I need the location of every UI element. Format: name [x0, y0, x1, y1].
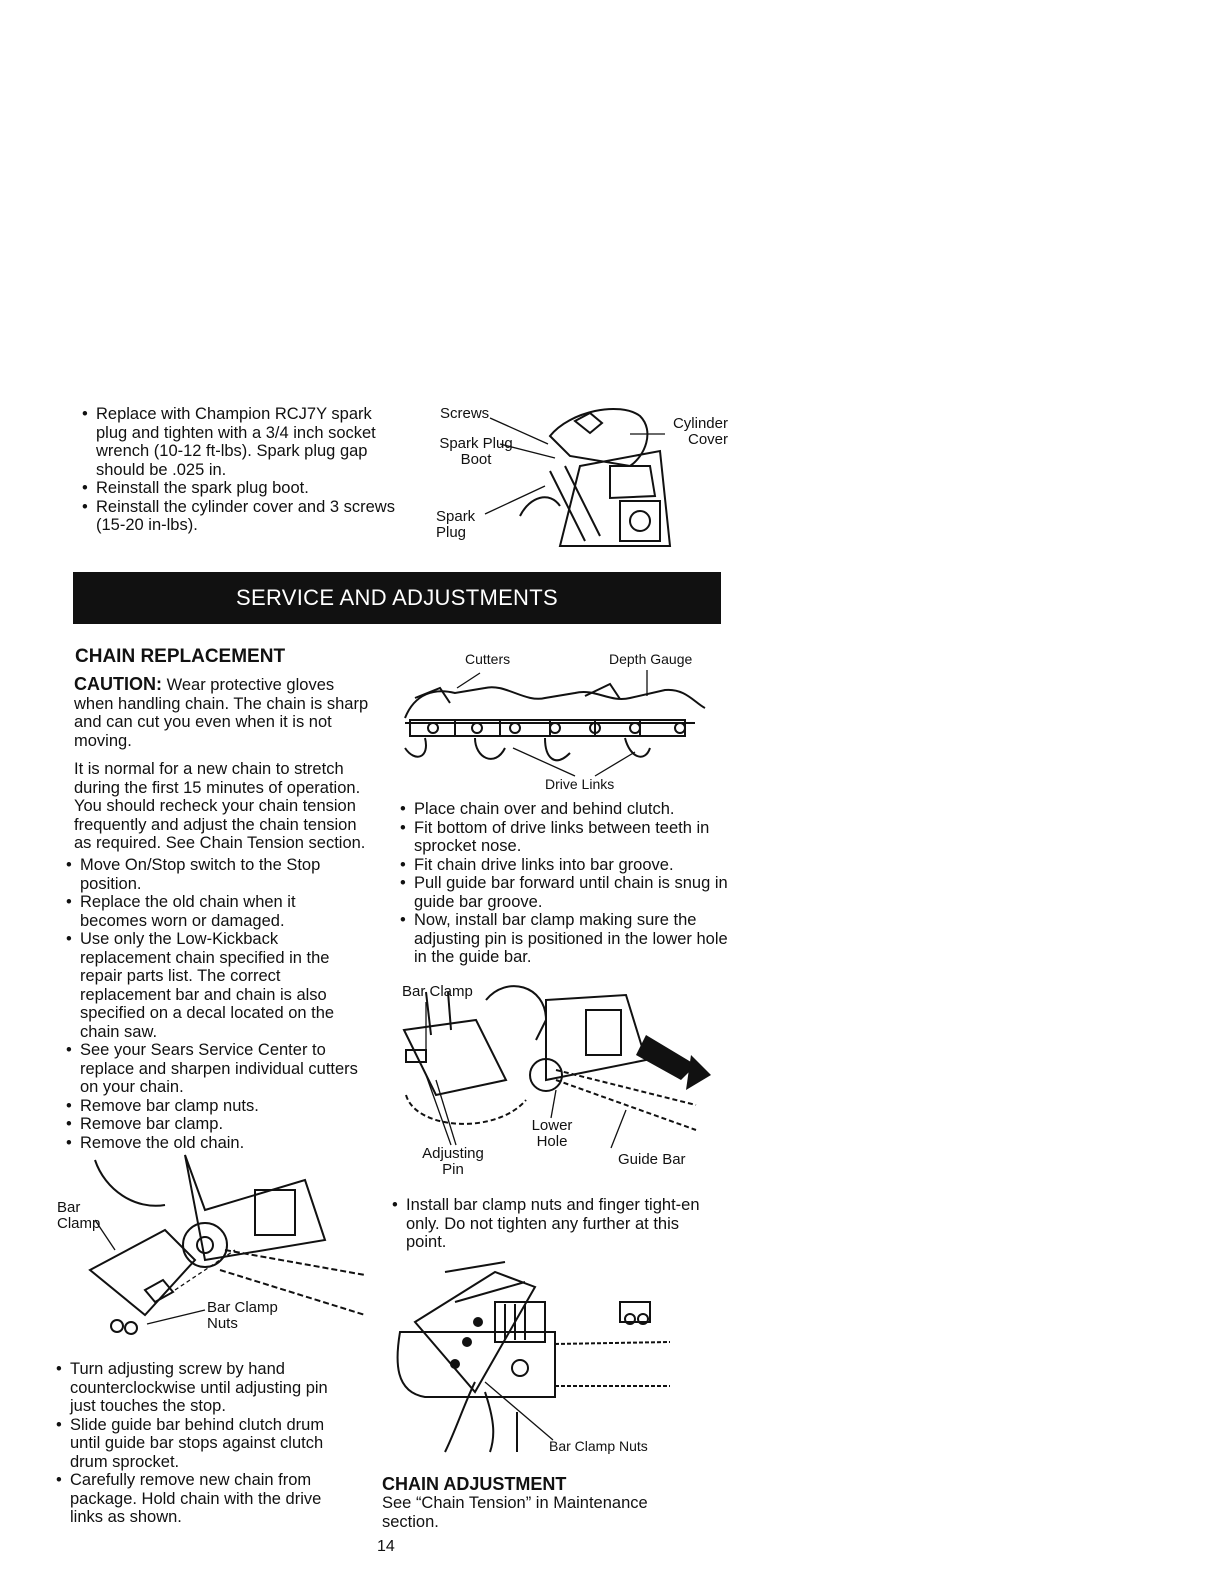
label-bar-clamp: Bar Clamp	[57, 1199, 101, 1232]
finger-tight-item	[392, 1196, 710, 1252]
list-item: • Now, install bar clamp making sure the adjusting pin is positioned in the lower hole in the guide bar.	[400, 911, 730, 967]
saw-bar-clamp-illustration	[55, 1150, 375, 1345]
bar-clamp-figure	[55, 1150, 375, 1345]
list-item: • Turn adjusting screw by hand counterclockwise until adjusting pin just touches the stop.	[56, 1360, 356, 1416]
finger-tight-text: Install bar clamp nuts and finger tight-en only. Do not tighten any further at this point.	[406, 1196, 700, 1251]
list-item: • Move On/Stop switch to the Stop position.	[66, 856, 366, 893]
label-drive-links: Drive Links	[545, 776, 615, 792]
list-item: • Pull guide bar forward until chain is snug in guide bar groove.	[400, 874, 730, 911]
label-spark-plug-boot: Spark Plug Boot	[439, 435, 513, 468]
bar-clamp-nuts-figure	[385, 1262, 685, 1457]
list-item: • Remove bar clamp nuts.	[66, 1097, 366, 1116]
caution-text: Wear protective gloves when handling chain. The chain is sharp and can cut you even when it is not moving.	[74, 676, 369, 750]
chain-links-figure	[395, 648, 715, 796]
chain-adjustment-text: See “Chain Tension” in Maintenance section.	[382, 1494, 648, 1531]
list-item: • Remove the old chain.	[66, 1134, 366, 1153]
list-item: • Remove bar clamp.	[66, 1115, 366, 1134]
engine-illustration	[430, 396, 730, 556]
label-screws: Screws	[440, 405, 490, 422]
intro-paragraph: It is normal for a new chain to stretch during the first 15 minutes of operation. You should recheck your chain tension frequently and adjust the chain tension as required. See Chain Tension section.	[74, 760, 366, 852]
bullet-glyph: •	[392, 1196, 398, 1214]
chain-replacement-bullets	[66, 856, 366, 1152]
label-guide-bar: Guide Bar	[618, 1151, 686, 1168]
right-column-bullets	[400, 800, 730, 967]
chain-replacement-heading: CHAIN REPLACEMENT	[75, 646, 286, 667]
list-item: • Fit bottom of drive links between teeth in sprocket nose.	[400, 819, 730, 856]
spark-plug-bullets	[82, 405, 402, 535]
saw-install-illustration	[396, 980, 716, 1180]
label-cutters: Cutters	[465, 651, 511, 667]
list-item: • Slide guide bar behind clutch drum until guide bar stops against clutch drum sprocket.	[56, 1416, 356, 1472]
label-cylinder-cover: Cylinder Cover	[672, 415, 728, 448]
label-lower-hole: Lower Hole	[531, 1117, 573, 1150]
label-adjusting-pin: Adjusting Pin	[422, 1145, 484, 1178]
list-item: • Place chain over and behind clutch.	[400, 800, 730, 819]
list-item: • Carefully remove new chain from package. Hold chain with the drive links as shown.	[56, 1471, 356, 1527]
list-item: • Reinstall the cylinder cover and 3 screws (15-20 in-lbs).	[82, 498, 402, 535]
list-item: • Reinstall the spark plug boot.	[82, 479, 402, 498]
list-item: • Fit chain drive links into bar groove.	[400, 856, 730, 875]
caution-paragraph	[74, 675, 374, 750]
list-item: • Replace the old chain when it becomes worn or damaged.	[66, 893, 366, 930]
list-item: • Use only the Low-Kickback replacement chain specified in the repair parts list. The correct replacement bar and chain is also specified on a decal located on the chain saw.	[66, 930, 366, 1041]
chain-adjustment-heading: CHAIN ADJUSTMENT	[382, 1474, 567, 1494]
caution-label: CAUTION:	[74, 674, 162, 694]
spark-plug-figure	[430, 396, 730, 556]
label-bar-clamp-nuts: Bar Clamp Nuts	[207, 1299, 278, 1332]
saw-nuts-illustration	[385, 1262, 685, 1457]
chain-replacement-bullets-2	[56, 1360, 356, 1527]
bar-install-figure	[396, 980, 716, 1180]
label-depth-gauge: Depth Gauge	[609, 651, 693, 667]
list-item: • Replace with Champion RCJ7Y spark plug and tighten with a 3/4 inch socket wrench (10-12 ft-lbs). Spark plug gap should be .025 in.	[82, 405, 402, 479]
label-bar-clamp-install: Bar Clamp	[402, 983, 473, 1000]
chain-illustration	[395, 648, 715, 796]
page-number: 14	[377, 1538, 395, 1555]
section-banner: SERVICE AND ADJUSTMENTS	[73, 572, 721, 624]
list-item: • See your Sears Service Center to replace and sharpen individual cutters on your chain.	[66, 1041, 366, 1097]
label-spark-plug: Spark Plug	[436, 508, 476, 541]
label-bar-clamp-nuts-2: Bar Clamp Nuts	[549, 1438, 648, 1454]
